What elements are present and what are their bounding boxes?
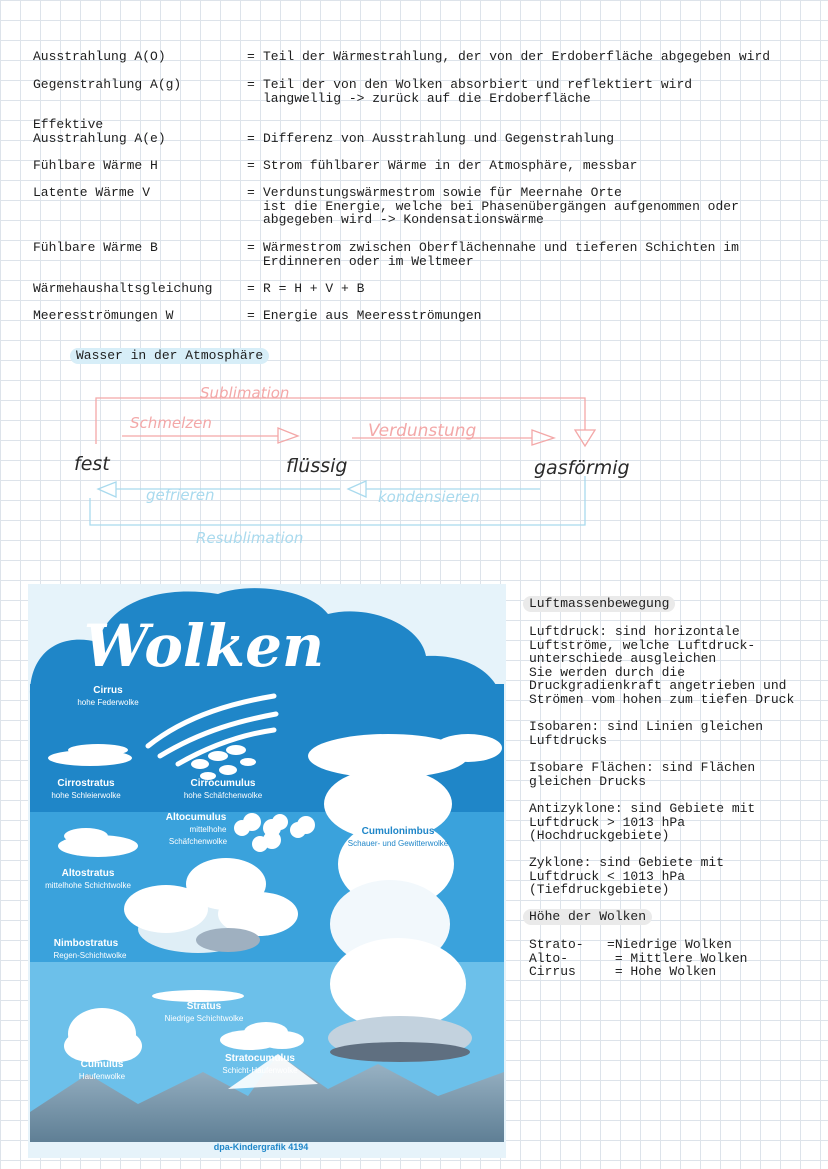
altocumulus-desc2: Schäfchenwolke — [168, 837, 228, 846]
stratocumulus-name: Stratocumulus — [224, 1053, 296, 1064]
state-liquid: flüssig — [286, 455, 348, 477]
term-fuehlbare-waerme-b: Fühlbare Wärme B — [33, 240, 158, 255]
term-latente-waerme: Latente Wärme V — [33, 185, 151, 200]
luftmassenbewegung-heading: Luftmassenbewegung — [523, 596, 675, 612]
nimbostratus-desc: Regen-Schichtwolke — [53, 951, 127, 960]
term-meeresstroemungen: Meeresströmungen W — [33, 308, 174, 323]
cloud-heights-list: Strato- =Niedrige Wolken Alto- = Mittlere Wolken Cirrus = Hohe Wolken — [529, 937, 748, 980]
hoehe-der-wolken-heading: Höhe der Wolken — [523, 909, 652, 925]
definitions-section — [0, 0, 828, 330]
luftdruck-paragraph: Luftdruck: sind horizontale Luftströme, welche Luftdruck- unterschiede ausgleichen Sie werden durch die Druckgradienkraft angetrieben und Strömen vom hohen zum tiefen Druck — [529, 624, 795, 707]
equals-sign: = — [247, 131, 255, 146]
label-freezing: gefrieren — [146, 486, 215, 504]
sublimation-arrowhead — [575, 430, 595, 446]
equals-sign: = — [247, 77, 255, 92]
altocumulus-name: Altocumulus — [165, 812, 227, 823]
cirrostratus-name: Cirrostratus — [57, 778, 115, 789]
cumulonimbus-desc: Schauer- und Gewitterwolke — [347, 839, 449, 848]
water-phase-diagram — [0, 370, 828, 560]
stratus-desc: Niedrige Schichtwolke — [164, 1014, 244, 1023]
cumulus-name: Cumulus — [80, 1059, 124, 1070]
altostratus-cloud-top — [64, 828, 108, 844]
melting-arrowhead — [278, 428, 298, 443]
term-fuehlbare-waerme-h: Fühlbare Wärme H — [33, 158, 158, 173]
equals-sign: = — [247, 308, 255, 323]
altostratus-name: Altostratus — [61, 868, 115, 879]
condensation-arrowhead — [348, 481, 366, 497]
term-waermehaushaltsgleichung: Wärmehaushaltsgleichung — [33, 281, 213, 296]
cirrus-name: Cirrus — [93, 685, 123, 696]
label-melting: Schmelzen — [130, 414, 212, 432]
cirrostratus-cloud-top — [68, 744, 128, 756]
cumulus-desc: Haufenwolke — [78, 1072, 126, 1081]
desc-latente-waerme: Verdunstungswärmestrom sowie für Meernahe Orte ist die Energie, welche bei Phasenübergängen aufgenommen oder abgegeben wird -> Kondensationswärme — [263, 185, 739, 228]
label-resublimation: Resublimation — [196, 529, 304, 547]
cirrocumulus-name: Cirrocumulus — [190, 778, 256, 789]
desc-gegenstrahlung: Teil der von den Wolken absorbiert und reflektiert wird langwellig -> zurück auf die Erdoberfläche — [263, 77, 693, 106]
equals-sign: = — [247, 49, 255, 64]
desc-waermehaushaltsgleichung: R = H + V + B — [263, 281, 365, 296]
label-evaporation: Verdunstung — [368, 421, 477, 441]
term-ausstrahlung: Ausstrahlung A(O) — [33, 49, 166, 64]
term-gegenstrahlung: Gegenstrahlung A(g) — [33, 77, 182, 92]
nimbostratus-name: Nimbostratus — [53, 938, 119, 949]
cirrocumulus-desc: hohe Schäfchenwolke — [183, 791, 263, 800]
cumulonimbus-name: Cumulonimbus — [361, 826, 435, 837]
desc-fuehlbare-waerme-h: Strom fühlbarer Wärme in der Atmosphäre, messbar — [263, 158, 638, 173]
altostratus-desc: mittelhohe Schichtwolke — [45, 881, 131, 890]
label-sublimation: Sublimation — [200, 384, 290, 402]
phase-diagram-svg — [0, 370, 828, 560]
equals-sign: = — [247, 240, 255, 255]
equals-sign: = — [247, 281, 255, 296]
cirrus-desc: hohe Federwolke — [77, 698, 139, 707]
state-gas: gasförmig — [534, 457, 630, 479]
term-effektive-ausstrahlung: Effektive Ausstrahlung A(e) — [33, 117, 166, 146]
desc-fuehlbare-waerme-b: Wärmestrom zwischen Oberflächennahe und tieferen Schichten im Erdinneren oder im Weltmeer — [263, 240, 739, 269]
poster-title: Wolken — [83, 612, 325, 680]
isobaren-paragraph: Isobaren: sind Linien gleichen Luftdrucks — [529, 719, 764, 748]
cirrostratus-desc: hohe Schleierwolke — [51, 791, 121, 800]
stratus-name: Stratus — [186, 1001, 222, 1012]
desc-meeresstroemungen: Energie aus Meeresströmungen — [263, 308, 482, 323]
clouds-poster — [28, 584, 506, 1158]
desc-effektive-ausstrahlung: Differenz von Ausstrahlung und Gegenstrahlung — [263, 131, 615, 146]
evaporation-arrowhead — [532, 430, 554, 445]
zyklone-paragraph: Zyklone: sind Gebiete mit Luftdruck < 1013 hPa (Tiefdruckgebiete) — [529, 855, 725, 898]
equals-sign: = — [247, 158, 255, 173]
poster-svg — [28, 584, 506, 1158]
equals-sign: = — [247, 185, 255, 200]
desc-ausstrahlung: Teil der Wärmestrahlung, der von der Erdoberfläche abgegeben wird — [263, 49, 771, 64]
poster-credit: dpa-Kindergrafik 4194 — [213, 1142, 309, 1152]
freezing-arrowhead — [98, 482, 116, 497]
label-condensation: kondensieren — [378, 488, 480, 506]
antizyklone-paragraph: Antizyklone: sind Gebiete mit Luftdruck > 1013 hPa (Hochdruckgebiete) — [529, 801, 756, 844]
isobare-flaechen-paragraph: Isobare Flächen: sind Flächen gleichen Drucks — [529, 760, 756, 789]
water-heading: Wasser in der Atmosphäre — [70, 348, 269, 364]
altocumulus-desc1: mittelhohe — [189, 825, 227, 834]
state-solid: fest — [74, 453, 110, 475]
stratocumulus-desc: Schicht-Haufenwolke — [222, 1066, 298, 1075]
